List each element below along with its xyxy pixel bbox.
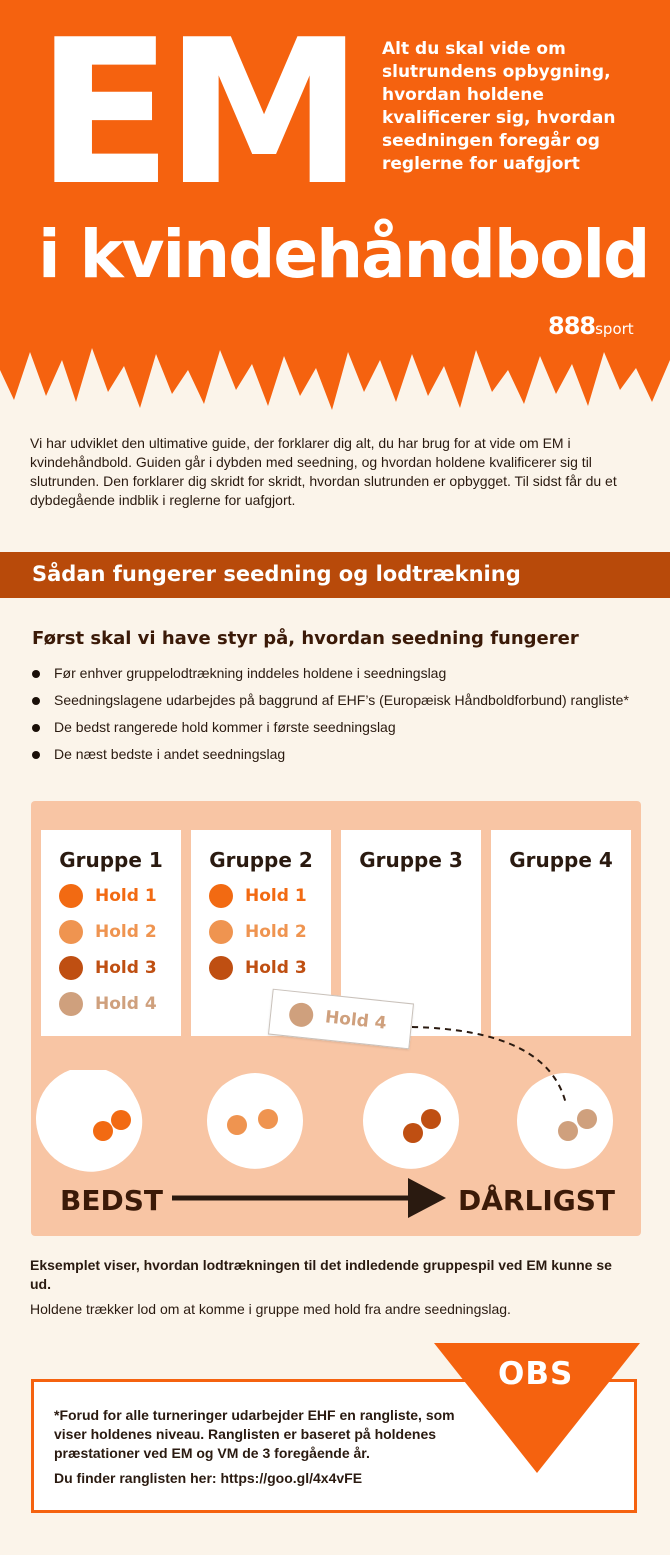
group-card-1: [41, 830, 181, 1036]
team-slot: [209, 883, 307, 909]
bullet-list: [32, 664, 632, 772]
obs-label: OBS: [498, 1356, 574, 1392]
list-item: De næst bedste i andet seedningslag: [32, 745, 632, 764]
section-subheading: Først skal vi have styr på, hvordan seedning fungerer: [32, 628, 579, 649]
group-title: Gruppe 3: [359, 848, 463, 872]
team-label: Hold 3: [245, 958, 307, 978]
team-label: Hold 2: [95, 922, 157, 942]
team-label: Hold 2: [245, 922, 307, 942]
page-title: EM: [36, 0, 356, 230]
team-slot: [59, 883, 157, 909]
group-title: Gruppe 4: [509, 848, 613, 872]
team-label: Hold 3: [95, 958, 157, 978]
logo-word: sport: [595, 320, 634, 338]
group-title: Gruppe 1: [59, 848, 163, 872]
list-item: Seedningslagene udarbejdes på baggrund af EHF’s (Europæisk Håndboldforbund) rangliste*: [32, 691, 632, 710]
group-card-4: [491, 830, 631, 1036]
pot2-ball-icon: [209, 920, 233, 944]
pot3-ball-icon: [59, 956, 83, 980]
list-item: Før enhver gruppelodtrækning inddeles holdene i seedningslag: [32, 664, 632, 683]
ranking-link[interactable]: Du finder ranglisten her: https://goo.gl/4x4vFE: [54, 1470, 363, 1486]
section-title: Sådan fungerer seedning og lodtrækning: [32, 562, 521, 586]
brand-logo[interactable]: [548, 312, 634, 340]
team-slot: [209, 955, 307, 981]
pot1-ball-icon: [209, 884, 233, 908]
intro-paragraph: Vi har udviklet den ultimative guide, der forklarer dig alt, du har brug for at vide om EM i kvindehåndbold. Guiden går i dybden med seedning, og hvordan holdene kvalificerer sig til slutrunden. Den forklarer dig skridt for skridt, hvordan slutrunden er opbygget. Til sidst får du et dybdegående indblik i reglerne for uafgjort.: [30, 435, 617, 508]
list-item: De bedst rangerede hold kommer i første seedningslag: [32, 718, 632, 737]
team-label: Hold 4: [324, 1007, 388, 1034]
logo-number: 888: [548, 312, 596, 340]
obs-note-text: *Forud for alle turneringer udarbejder EHF en rangliste, som viser holdenes niveau. Ranglisten er baseret på holdenes præstationer ved EM og VM de 3 foregående år.: [54, 1407, 455, 1461]
scale-best-label: BEDST: [60, 1184, 163, 1217]
group-title: Gruppe 2: [209, 848, 313, 872]
diagram-caption: Holdene trækker lod om at komme i gruppe med hold fra andre seedningslag.: [30, 1301, 511, 1317]
team-slot: [209, 919, 307, 945]
pot1-ball-icon: [59, 884, 83, 908]
team-label: Hold 4: [95, 994, 157, 1014]
pot4-ball-icon: [59, 992, 83, 1016]
team-slot: [59, 955, 157, 981]
team-label: Hold 1: [95, 886, 157, 906]
team-label: Hold 1: [245, 886, 307, 906]
pot3-ball-icon: [209, 956, 233, 980]
team-slot: [59, 919, 157, 945]
pot4-ball-icon: [288, 1002, 314, 1028]
header-spikes: [0, 330, 670, 420]
page-subtitle: i kvindehåndbold: [38, 216, 649, 293]
scale-worst-label: DÅRLIGST: [458, 1184, 615, 1217]
pot2-ball-icon: [59, 920, 83, 944]
team-slot: [59, 991, 157, 1017]
header-tagline: Alt du skal vide om slutrundens opbygning, hvordan holdene kvalificerer sig, hvordan seedningen foregår og reglerne for uafgjort: [382, 39, 616, 174]
diagram-caption-bold: Eksemplet viser, hvordan lodtrækningen til det indledende gruppespil ved EM kunne se ud.: [30, 1257, 612, 1292]
